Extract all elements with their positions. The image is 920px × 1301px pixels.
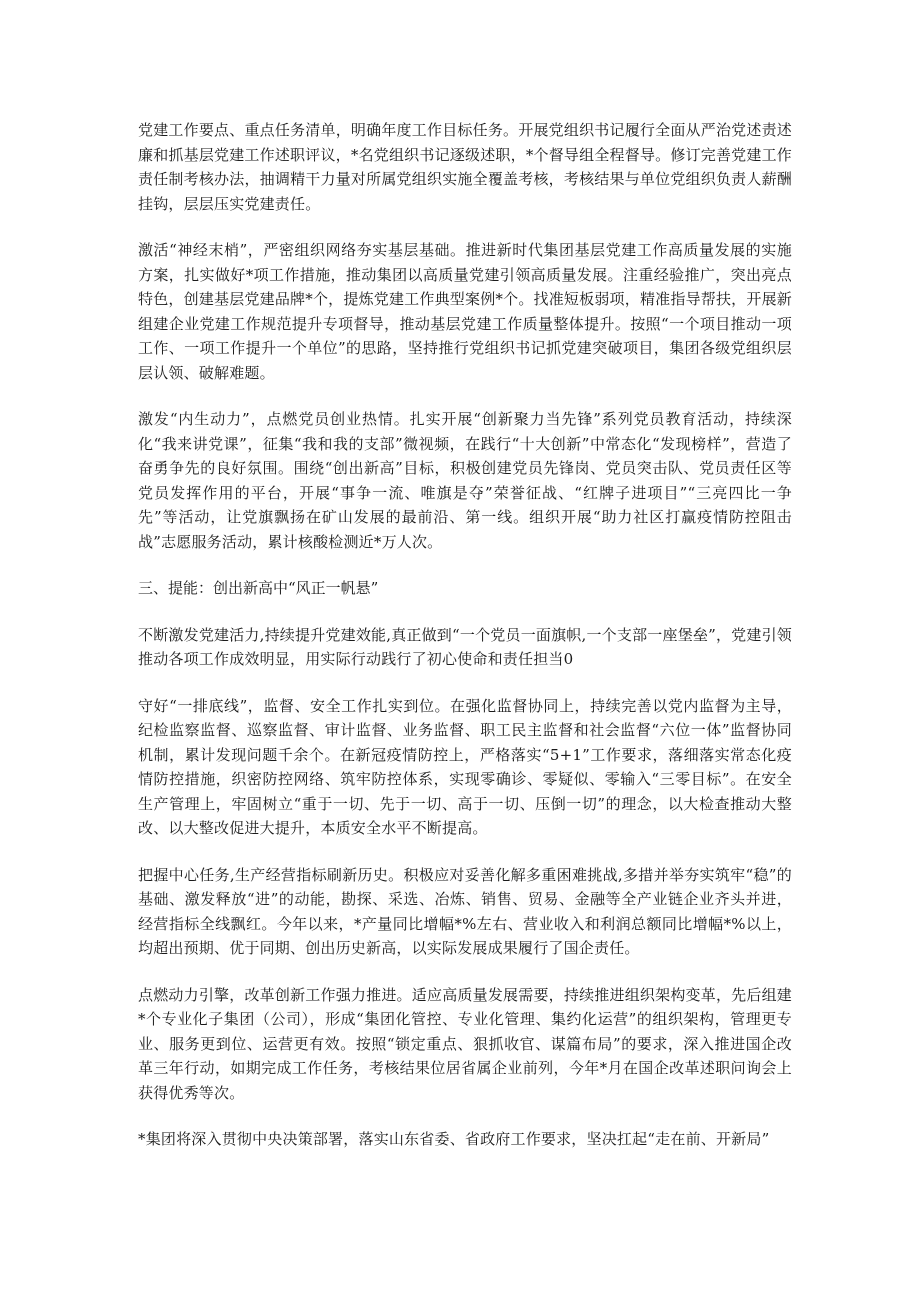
- section-heading-3: 三、提能：创出新高中“风正一帆悬”: [138, 579, 379, 597]
- paragraph-member-motivation: 激发“内生动力”，点燃党员创业热情。扎实开展“创新聚力当先锋”系列党员教育活动，持续深化“我来讲党课”，征集“我和我的支部”微视频，在践行“十大创新”中常态化“发现榜样”，营造了奋勇争先的良好氛围。围绕“创出新高”目标，积极创建党员先锋岗、党员突击队、党员责任区等党员发挥作用的平台，开展“事争一流、唯旗是夺”荣誉征战、“红牌子进项目”“三亮四比一争先”等活动，让党旗飘扬在矿山发展的最前沿、第一线。组织开展“助力社区打赢疫情防控阻击战”志愿服务活动，累计核酸检测近*万人次。: [138, 410, 792, 551]
- document-page: [138, 118, 792, 1152]
- paragraph-party-building-checklist: 党建工作要点、重点任务清单，明确年度工作目标任务。开展党组织书记履行全面从严治党述责述廉和抓基层党建工作述职评议，*名党组织书记逐级述职，*个督导组全程督导。修订完善党建工作责任制考核办法，抽调精干力量对所属党组织实施全覆盖考核，考核结果与单位党组织负责人薪酬挂钩，层层压实党建责任。: [138, 121, 792, 213]
- paragraph-reform-innovation: 点燃动力引擎，改革创新工作强力推进。适应高质量发展需要，持续推进组织架构变革，先后组建*个专业化子集团（公司），形成“集团化管控、专业化管理、集约化运营”的组织架构，管理更专业、服务更到位、运营更有效。按照“锁定重点、狠抓收官、谋篇布局”的要求，深入推进国企改革三年行动，如期完成工作任务，考核结果位居省属企业前列，今年*月在国企改革述职问询会上获得优秀等次。: [138, 985, 792, 1102]
- paragraph-grassroots-network: 激活“神经末梢”，严密组织网络夯实基层基础。推进新时代集团基层党建工作高质量发展的实施方案，扎实做好*项工作措施，推动集团以高质量党建引领高质量发展。注重经验推广，突出亮点特色，创建基层党建品牌*个，提炼党建工作典型案例*个。找准短板弱项，精准指导帮扶，开展新组建企业党建工作规范提升专项督导，推动基层党建工作质量整体提升。按照“一个项目推动一项工作、一项工作提升一个单位”的思路，坚持推行党组织书记抓党建突破项目，集团各级党组织层层认领、破解难题。: [138, 241, 792, 382]
- paragraph-group-commitment: *集团将深入贯彻中央决策部署，落实山东省委、省政府工作要求，坚决扛起“走在前、开新局”: [138, 1130, 770, 1148]
- paragraph-party-vitality: 不断激发党建活力,持续提升党建效能,真正做到“一个党员一面旗帜,一个支部一座堡垒”，党建引领推动各项工作成效明显，用实际行动践行了初心使命和责任担当0: [138, 625, 792, 668]
- paragraph-supervision-safety: 守好“一排底线”，监督、安全工作扎实到位。在强化监督协同上，持续完善以党内监督为主导，纪检监察监督、巡察监督、审计监督、业务监督、职工民主监督和社会监督“六位一体”监督协同机制，累计发现问题千余个。在新冠疫情防控上，严格落实“5+1”工作要求，落细落实常态化疫情防控措施，织密防控网络、筑牢防控体系，实现零确诊、零疑似、零输入“三零目标”。在安全生产管理上，牢固树立“重于一切、先于一切、高于一切、压倒一切”的理念，以大检查推动大整改、以大整改促进大提升，本质安全水平不断提高。: [138, 696, 792, 837]
- paragraph-production-indicators: 把握中心任务,生产经营指标刷新历史。积极应对妥善化解多重困难挑战,多措并举夯实筑牢“稳”的基础、激发释放“进”的动能，勘探、采选、冶炼、销售、贸易、金融等全产业链企业齐头并进，经营指标全线飘红。今年以来，*产量同比增幅*%左右、营业收入和利润总额同比增幅*%以上，均超出预期、优于同期、创出历史新高，以实际发展成果履行了国企责任。: [138, 865, 792, 957]
